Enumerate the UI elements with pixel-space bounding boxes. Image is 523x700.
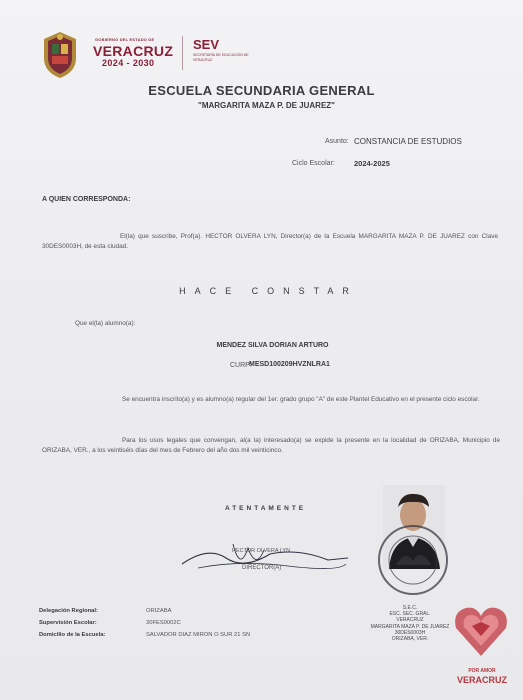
curp-value: MESD100209HVZNLRA1: [249, 361, 330, 368]
brand-small-text: POR AMOR: [468, 668, 496, 674]
school-name: ESCUELA SECUNDARIA GENERAL: [148, 83, 375, 98]
stamp-line: S.E.C.: [402, 605, 418, 611]
header-divider: [182, 36, 183, 70]
footer-value-delegacion: ORIZABA: [146, 608, 172, 614]
ciclo-label: Ciclo Escolar:: [292, 160, 335, 167]
stamp-line: ESC. SEC. GRAL.: [389, 611, 431, 618]
stamp-line: MARGARITA MAZA P. DE JUAREZ: [370, 623, 450, 630]
asunto-label: Asunto:: [325, 138, 349, 145]
greeting: A QUIEN CORRESPONDA:: [42, 196, 131, 203]
school-stamp-icon: [376, 523, 451, 598]
atentamente-text: ATENTAMENTE: [225, 505, 307, 512]
veracruz-seal-icon: [38, 30, 82, 80]
sev-subtitle: SECRETARÍA DE EDUCACIÓN DE VERACRUZ: [193, 53, 249, 62]
signer-role: DIRECTOR(A): [242, 565, 282, 571]
stamp-line: 30DES0003H: [394, 629, 426, 636]
gov-years: 2024 - 2030: [102, 58, 155, 68]
footer-label-domicilio: Domicilio de la Escuela:: [39, 632, 106, 638]
signer-name: HECTOR OLVERA LYN: [232, 548, 291, 554]
stamp-line: VERACRUZ: [396, 617, 424, 624]
issuance-paragraph: Para los usos legales que convengan, al(a la) interesado(a) se expide la presente en la localidad de ORIZABA, Municipio de ORIZABA, VER., a los veintiséis días del mes de Febrero del año dos mil veinticinco.: [42, 437, 500, 454]
gov-small-text: GOBIERNO DEL ESTADO DE: [95, 37, 155, 42]
student-name: MENDEZ SILVA DORIAN ARTURO: [216, 342, 329, 349]
school-subname: "MARGARITA MAZA P. DE JUAREZ": [198, 101, 335, 110]
gov-name: VERACRUZ: [93, 43, 174, 59]
que-alumno-text: Que el(la) alumno(a):: [75, 320, 136, 327]
asunto-value: CONSTANCIA DE ESTUDIOS: [354, 137, 462, 146]
footer-value-supervision: 30FES0002C: [146, 620, 181, 626]
curp-label: CURP:: [230, 362, 252, 369]
por-amor-veracruz-logo-icon: [452, 600, 510, 660]
hace-constar-heading: HACE CONSTAR: [179, 286, 358, 296]
stamp-line: ORIZABA, VER.: [391, 636, 429, 643]
footer-label-supervision: Supervisión Escolar:: [39, 620, 97, 626]
enrollment-paragraph: Se encuentra inscrito(a) y es alumno(a) regular del 1er. grado grupo "A" de este Plantel Educativo en el presente ciclo escolar.: [122, 396, 480, 403]
ciclo-value: 2024-2025: [354, 159, 390, 168]
intro-paragraph: El(la) que suscribe, Prof(a). HECTOR OLVERA LYN, Director(a) de la Escuela MARGARITA MAZA P. DE JUAREZ con Clave 30DES0003H, de esta ciudad.: [42, 233, 498, 250]
signature-scribble-icon: [178, 538, 353, 578]
footer-value-domicilio: SALVADOR DIAZ MIRON O SUR 21 SN: [146, 632, 251, 638]
footer-label-delegacion: Delegación Regional:: [39, 608, 98, 614]
brand-big-text: VERACRUZ: [456, 675, 507, 685]
sev-logo-text: SEV: [193, 37, 220, 52]
